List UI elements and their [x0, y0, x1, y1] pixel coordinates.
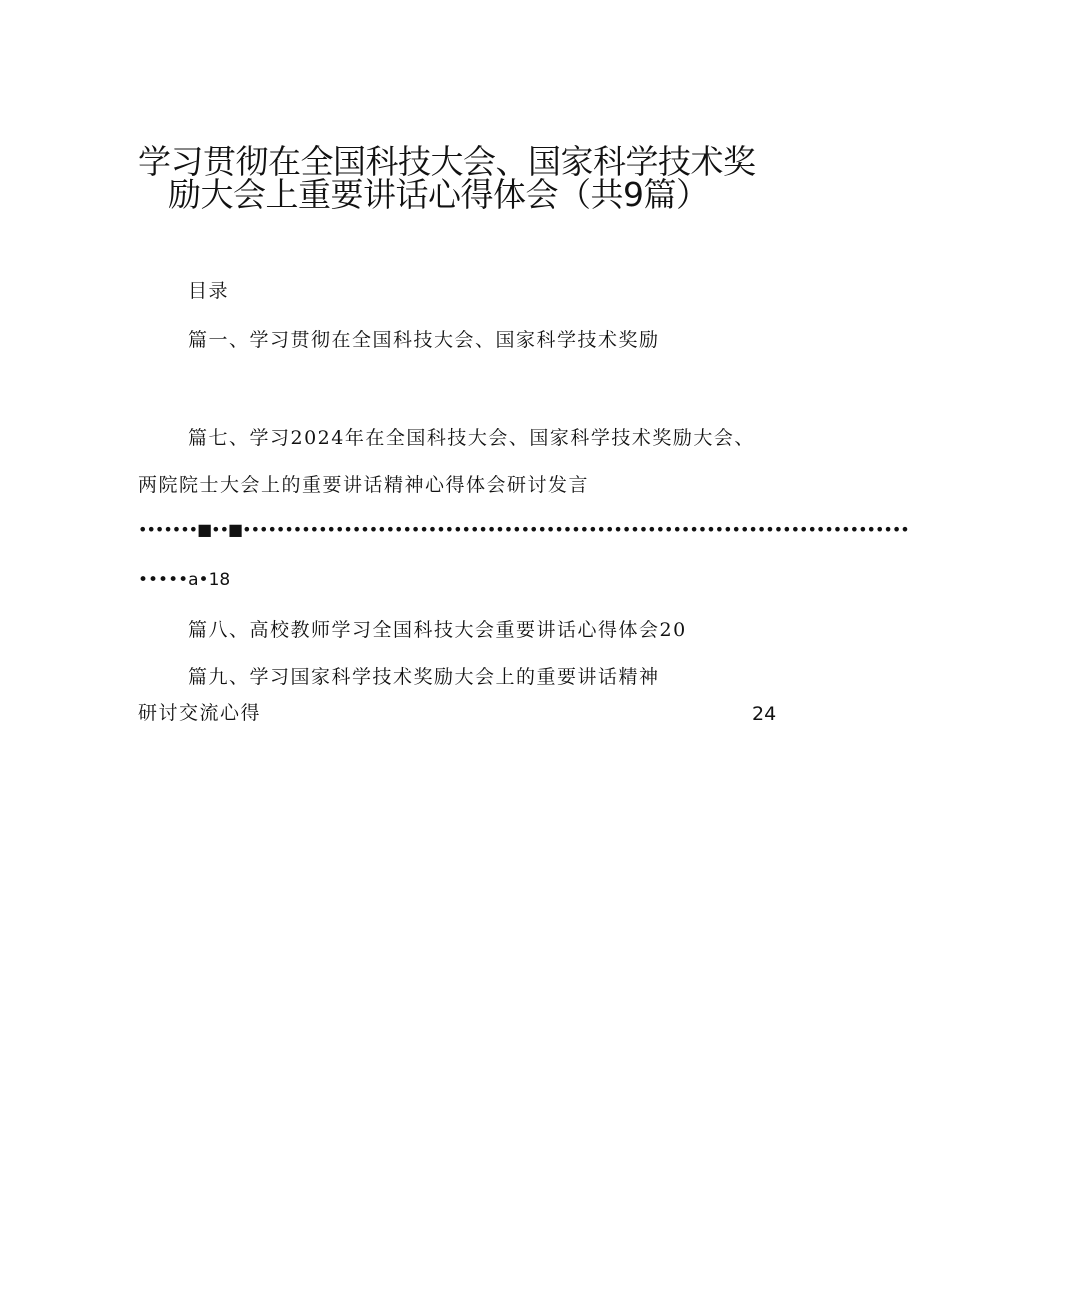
toc-heading: 目录 [188, 280, 230, 302]
document-title-line-1: 学习贯彻在全国科技大会、国家科学技术奖 [138, 142, 756, 181]
toc-item-9-line-2[interactable]: 研讨交流心得 [138, 702, 262, 724]
toc-item-8[interactable]: 篇八、高校教师学习全国科技大会重要讲话心得体会20 [188, 619, 687, 641]
toc-item-7-page-number: •••••a•18 [138, 570, 231, 590]
toc-item-1[interactable]: 篇一、学习贯彻在全国科技大会、国家科学技术奖励 [188, 329, 660, 351]
document-title-line-2: 励大会上重要讲话心得体会（共9篇） [168, 175, 709, 214]
toc-item-9-page-number: 24 [752, 703, 777, 725]
toc-item-7-leader-dots: •••••••■••■••••••••••••••••••••••••••••••••••••••••••••••••••••••••••••••••••••••••••••••• [138, 520, 909, 539]
toc-item-7-line-1[interactable]: 篇七、学习2024年在全国科技大会、国家科学技术奖励大会、 [188, 427, 755, 449]
toc-item-7-line-2[interactable]: 两院院士大会上的重要讲话精神心得体会研讨发言 [138, 474, 590, 496]
toc-item-9-line-1[interactable]: 篇九、学习国家科学技术奖励大会上的重要讲话精神 [188, 666, 660, 688]
